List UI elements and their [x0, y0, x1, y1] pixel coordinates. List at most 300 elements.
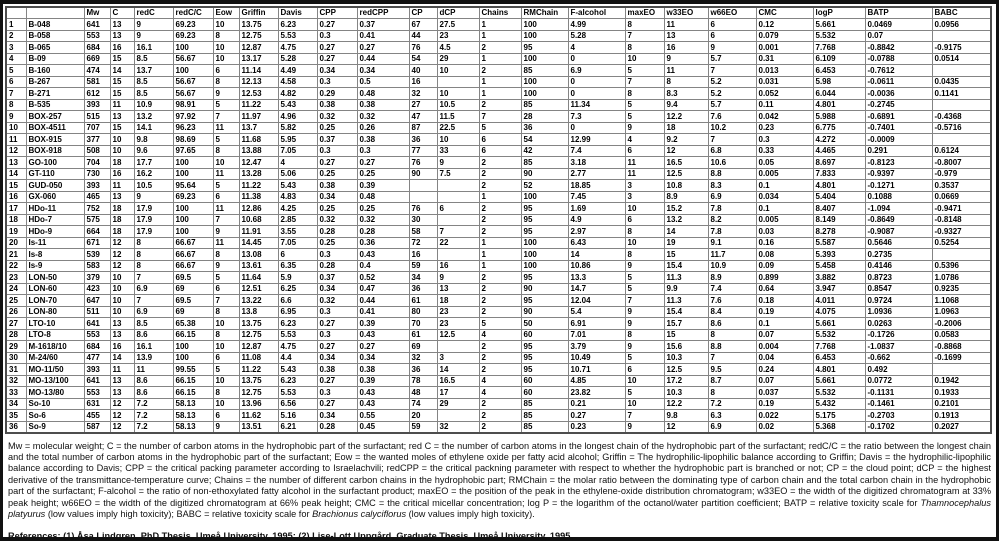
cell: 5.404: [813, 191, 865, 203]
cell: [409, 191, 437, 203]
table-row: [6, 341, 991, 353]
cell: 0.042: [756, 111, 813, 123]
table-row: [6, 111, 991, 123]
cell: 18.85: [568, 180, 625, 192]
cell: -0.8868: [932, 341, 991, 353]
cell: 52: [521, 180, 568, 192]
cell: 0.1942: [932, 375, 991, 387]
surfactant-name: LON-50: [26, 272, 84, 284]
table-row: [6, 410, 991, 422]
cell: 9.2: [664, 134, 708, 146]
surfactant-name: LON-60: [26, 283, 84, 295]
cell: 0.08: [756, 249, 813, 261]
table-row: [6, 53, 991, 65]
cell: 4.9: [568, 214, 625, 226]
cell: 4.49: [278, 65, 317, 77]
cell: 13.2: [134, 111, 173, 123]
cell: 0.3: [357, 145, 409, 157]
cell: 11: [664, 19, 708, 31]
cell: 1.1068: [932, 295, 991, 307]
cell: 90: [521, 306, 568, 318]
cell: 8: [625, 19, 664, 31]
cell: 100: [521, 237, 568, 249]
cell: -0.8007: [932, 157, 991, 169]
cell: 8: [213, 387, 239, 399]
cell: 539: [84, 249, 110, 261]
cell: 13.75: [239, 375, 278, 387]
cell: 69.23: [173, 19, 213, 31]
cell: 100: [173, 214, 213, 226]
cell: 5.532: [813, 30, 865, 42]
cell: 95: [521, 352, 568, 364]
cell: 12: [664, 421, 708, 433]
cell: 669: [84, 53, 110, 65]
cell: 2: [479, 157, 521, 169]
surfactant-name: So-9: [26, 421, 84, 433]
cell: 0.02: [756, 421, 813, 433]
cell: 2: [479, 295, 521, 307]
cell: 13: [110, 387, 134, 399]
cell: 0.32: [357, 111, 409, 123]
cell: -0.0611: [865, 76, 932, 88]
cell: 0.55: [357, 410, 409, 422]
cell: 69: [409, 341, 437, 353]
cell: 0.6124: [932, 145, 991, 157]
column-header: Griffin: [239, 7, 278, 19]
cell: 553: [84, 30, 110, 42]
cell: 7: [213, 214, 239, 226]
cell: 2: [479, 341, 521, 353]
cell: 9: [134, 30, 173, 42]
table-row: [6, 306, 991, 318]
cell: 17.9: [134, 203, 173, 215]
row-number: 25: [6, 295, 26, 307]
cell: 11: [134, 364, 173, 376]
cell: 3.882: [813, 272, 865, 284]
cell: 5.661: [813, 375, 865, 387]
cell: 0.2101: [932, 398, 991, 410]
cell: 6.9: [134, 283, 173, 295]
cell: 5.9: [278, 272, 317, 284]
cell: 5: [213, 134, 239, 146]
cell: 15.6: [664, 341, 708, 353]
cell: 98.69: [173, 134, 213, 146]
cell: 0.899: [756, 272, 813, 284]
cell: 9: [708, 42, 756, 54]
cell: 10.2: [708, 122, 756, 134]
surfactant-name: LTO-8: [26, 329, 84, 341]
cell: -0.9175: [932, 42, 991, 54]
cell: [437, 341, 479, 353]
surfactant-name: So-6: [26, 410, 84, 422]
cell: 7.8: [708, 226, 756, 238]
cell: 0.3: [756, 134, 813, 146]
surfactant-name: BOX-918: [26, 145, 84, 157]
cell: -0.0036: [865, 88, 932, 100]
cell: 60: [521, 387, 568, 399]
row-number: 17: [6, 203, 26, 215]
cell: [932, 364, 991, 376]
cell: 7: [134, 295, 173, 307]
row-number: 22: [6, 260, 26, 272]
column-header: redC: [134, 7, 173, 19]
row-number: 33: [6, 387, 26, 399]
cell: 0.25: [317, 122, 357, 134]
cell: 69: [173, 283, 213, 295]
cell: 7.3: [568, 111, 625, 123]
cell: 2: [479, 203, 521, 215]
cell: 1: [479, 53, 521, 65]
cell: 0: [568, 122, 625, 134]
cell: 0.5: [357, 76, 409, 88]
cell: -0.1702: [865, 421, 932, 433]
cell: 11.7: [708, 249, 756, 261]
cell: 6.35: [278, 260, 317, 272]
cell: 10: [110, 295, 134, 307]
cell: 15.7: [664, 318, 708, 330]
cell: 12.51: [239, 283, 278, 295]
cell: 2.85: [278, 214, 317, 226]
cell: 100: [521, 19, 568, 31]
cell: 0.39: [357, 180, 409, 192]
cell: 72: [409, 237, 437, 249]
cell: 90: [521, 168, 568, 180]
cell: 684: [84, 341, 110, 353]
cell: 11.38: [239, 191, 278, 203]
cell: 647: [84, 295, 110, 307]
cell: 7: [625, 410, 664, 422]
cell: 5.53: [278, 387, 317, 399]
cell: 0.41: [357, 306, 409, 318]
cell: 78: [409, 375, 437, 387]
cell: 95.64: [173, 180, 213, 192]
cell: 5.532: [813, 387, 865, 399]
cell: 8.5: [134, 53, 173, 65]
surfactant-name: B-535: [26, 99, 84, 111]
cell: 0.12: [756, 19, 813, 31]
cell: 58.13: [173, 421, 213, 433]
cell: 0.32: [317, 295, 357, 307]
cell: 95: [521, 341, 568, 353]
cell: 16.5: [437, 375, 479, 387]
cell: 0.9724: [865, 295, 932, 307]
surfactant-name: MO-11/50: [26, 364, 84, 376]
column-header: RMChain: [521, 7, 568, 19]
cell: 9: [213, 260, 239, 272]
cell: 15: [110, 122, 134, 134]
cell: 6: [213, 191, 239, 203]
cell: 14: [568, 249, 625, 261]
cell: 96.23: [173, 122, 213, 134]
cell: 11: [110, 99, 134, 111]
cell: 11: [213, 237, 239, 249]
cell: 8.2: [708, 214, 756, 226]
cell: -0.4368: [932, 111, 991, 123]
cell: 0.43: [357, 387, 409, 399]
cell: 11.3: [664, 295, 708, 307]
column-header: Mw: [84, 7, 110, 19]
cell: 0.0772: [865, 375, 932, 387]
cell: 85: [521, 65, 568, 77]
cell: 7.4: [568, 145, 625, 157]
cell: -0.662: [865, 352, 932, 364]
cell: 13.2: [664, 214, 708, 226]
cell: 56.67: [173, 88, 213, 100]
column-header: CP: [409, 7, 437, 19]
cell: 0.45: [357, 421, 409, 433]
cell: 10.71: [568, 364, 625, 376]
cell: 12.13: [239, 76, 278, 88]
cell: 3.18: [568, 157, 625, 169]
row-number: 13: [6, 157, 26, 169]
cell: 0: [568, 76, 625, 88]
cell: 0.5254: [932, 237, 991, 249]
cell: 553: [84, 329, 110, 341]
cell: 752: [84, 203, 110, 215]
cell: 7.2: [134, 410, 173, 422]
cell: 14.1: [134, 122, 173, 134]
cell: 0.25: [357, 203, 409, 215]
cell: 13: [110, 318, 134, 330]
cell: 4: [568, 42, 625, 54]
cell: -0.8148: [932, 214, 991, 226]
cell: 0.32: [317, 111, 357, 123]
cell: 5: [625, 65, 664, 77]
cell: 23.82: [568, 387, 625, 399]
cell: 56.67: [173, 76, 213, 88]
cell: 13.75: [239, 19, 278, 31]
cell: 0.19: [756, 398, 813, 410]
cell: 0.1088: [865, 191, 932, 203]
cell: 5.661: [813, 19, 865, 31]
cell: 5.43: [278, 180, 317, 192]
cell: 100: [173, 157, 213, 169]
cell: 100: [173, 226, 213, 238]
cell: 66.67: [173, 237, 213, 249]
cell: 0.27: [317, 375, 357, 387]
cell: -0.1699: [932, 352, 991, 364]
column-header: Chains: [479, 7, 521, 19]
cell: -0.8842: [865, 42, 932, 54]
cell: 12.75: [239, 30, 278, 42]
cell: 12.87: [239, 42, 278, 54]
cell: 36: [409, 364, 437, 376]
cell: 10: [213, 398, 239, 410]
cell: 5: [213, 180, 239, 192]
surfactant-name: GT-110: [26, 168, 84, 180]
cell: 2: [479, 352, 521, 364]
cell: 95: [521, 272, 568, 284]
cell: 9: [213, 421, 239, 433]
cell: 4: [479, 375, 521, 387]
cell: 8.697: [813, 157, 865, 169]
cell: 8.3: [664, 88, 708, 100]
cell: 5: [213, 99, 239, 111]
table-row: [6, 260, 991, 272]
cell: 7.45: [568, 191, 625, 203]
cell: 10.3: [664, 387, 708, 399]
table-row: [6, 65, 991, 77]
cell: 10: [625, 203, 664, 215]
cell: 7.5: [437, 168, 479, 180]
cell: -0.9397: [865, 168, 932, 180]
cell: 5: [625, 283, 664, 295]
cell: 69.5: [173, 272, 213, 284]
cell: 10: [437, 65, 479, 77]
cell: 13: [110, 30, 134, 42]
cell: 32: [437, 421, 479, 433]
cell: 575: [84, 214, 110, 226]
cell: 5.16: [278, 410, 317, 422]
table-row: [6, 364, 991, 376]
cell: 6.9: [134, 306, 173, 318]
cell: 18: [437, 295, 479, 307]
cell: 85: [521, 99, 568, 111]
cell: 9: [213, 226, 239, 238]
cell: 4: [278, 157, 317, 169]
cell: 61: [409, 329, 437, 341]
cell: 16: [437, 260, 479, 272]
cell: 5.43: [278, 99, 317, 111]
cell: 30: [409, 214, 437, 226]
cell: 14: [110, 352, 134, 364]
cell: 13.88: [239, 145, 278, 157]
cell: 0.16: [756, 237, 813, 249]
row-number: 32: [6, 375, 26, 387]
cell: 5: [625, 352, 664, 364]
cell: 11.22: [239, 364, 278, 376]
cell: 6.91: [568, 318, 625, 330]
cell: [932, 134, 991, 146]
cell: -1.0837: [865, 341, 932, 353]
cell: 1: [479, 88, 521, 100]
cell: 17.7: [134, 157, 173, 169]
surfactant-name: B-058: [26, 30, 84, 42]
cell: 8: [213, 76, 239, 88]
cell: 9: [134, 19, 173, 31]
cell: 2: [479, 272, 521, 284]
cell: 1: [479, 249, 521, 261]
cell: -0.5716: [932, 122, 991, 134]
row-number: 16: [6, 191, 26, 203]
cell: 4.5: [437, 42, 479, 54]
cell: 69.5: [173, 295, 213, 307]
cell: 0.1933: [932, 387, 991, 399]
column-header: [6, 7, 26, 19]
cell: 10: [213, 375, 239, 387]
cell: 4.58: [278, 76, 317, 88]
cell: 0.4146: [865, 260, 932, 272]
cell: 12.47: [239, 157, 278, 169]
column-header: BABC: [932, 7, 991, 19]
surfactant-name: B-048: [26, 19, 84, 31]
cell: 2: [479, 42, 521, 54]
cell: 7.8: [708, 203, 756, 215]
cell: -0.8649: [865, 214, 932, 226]
cell: 4: [625, 134, 664, 146]
cell: 0.2735: [865, 249, 932, 261]
cell: 581: [84, 76, 110, 88]
cell: 59: [409, 421, 437, 433]
cell: 2: [479, 306, 521, 318]
cell: 8: [213, 306, 239, 318]
cell: 0.291: [865, 145, 932, 157]
cell: 32: [409, 88, 437, 100]
cell: 11: [664, 65, 708, 77]
cell: 10.9: [708, 260, 756, 272]
cell: 15: [110, 53, 134, 65]
cell: 12.5: [664, 364, 708, 376]
cell: 641: [84, 375, 110, 387]
cell: 4.075: [813, 306, 865, 318]
cell: 16: [409, 249, 437, 261]
cell: 7: [625, 30, 664, 42]
table-row: [6, 421, 991, 433]
column-header: w66EO: [708, 7, 756, 19]
cell: 0.25: [317, 168, 357, 180]
cell: 5.4: [568, 306, 625, 318]
cell: 8: [708, 329, 756, 341]
cell: 7.05: [278, 237, 317, 249]
cell: 393: [84, 180, 110, 192]
table-row: [6, 134, 991, 146]
cell: 33: [437, 145, 479, 157]
cell: 0.27: [317, 157, 357, 169]
table-row: [6, 329, 991, 341]
cell: 6.21: [278, 421, 317, 433]
column-header: F-alcohol: [568, 7, 625, 19]
cell: 0.28: [317, 260, 357, 272]
cell: 95: [521, 42, 568, 54]
cell: 0.44: [357, 53, 409, 65]
cell: 0.34: [317, 352, 357, 364]
cell: -0.979: [932, 168, 991, 180]
cell: 60: [521, 375, 568, 387]
cell: 5.393: [813, 249, 865, 261]
cell: 11.3: [664, 272, 708, 284]
cell: 0.43: [357, 329, 409, 341]
cell: 12.2: [664, 111, 708, 123]
cell: 10: [625, 398, 664, 410]
cell: 59: [409, 260, 437, 272]
table-header-row: [6, 7, 991, 19]
cell: 8: [625, 329, 664, 341]
cell: 0.005: [756, 214, 813, 226]
cell: 631: [84, 398, 110, 410]
cell: 3: [437, 352, 479, 364]
cell: 95: [521, 295, 568, 307]
cell: 10.49: [568, 352, 625, 364]
cell: 6.9: [708, 191, 756, 203]
cell: 11.64: [239, 272, 278, 284]
cell: 1.0936: [865, 306, 932, 318]
surfactant-name: B-09: [26, 53, 84, 65]
cell: 12.99: [568, 134, 625, 146]
cell: -0.0009: [865, 134, 932, 146]
cell: 4.75: [278, 42, 317, 54]
cell: 3.79: [568, 341, 625, 353]
cell: 0.492: [865, 364, 932, 376]
cell: 0.39: [357, 375, 409, 387]
cell: 3: [625, 191, 664, 203]
cell: 54: [521, 134, 568, 146]
cell: -0.1131: [865, 387, 932, 399]
cell: 2: [479, 168, 521, 180]
cell: 6: [479, 134, 521, 146]
cell: 11: [213, 203, 239, 215]
cell: 6.3: [708, 410, 756, 422]
cell: 15: [664, 249, 708, 261]
